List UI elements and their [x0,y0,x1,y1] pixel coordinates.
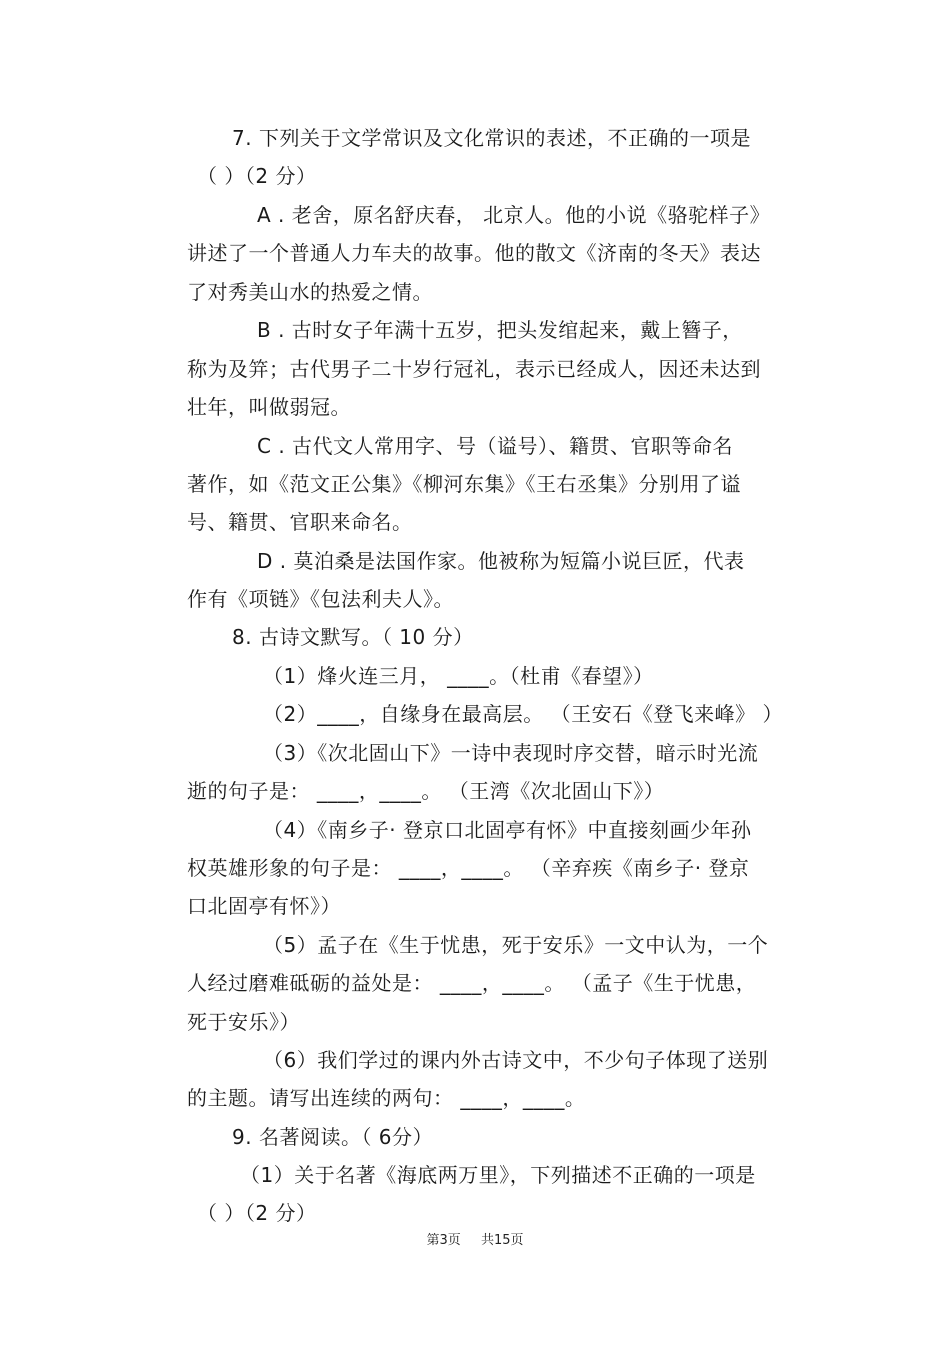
q7-option-a-line1: A . 老舍，原名舒庆春， 北京人。他的小说《骆驼样子》 [257,203,771,227]
q7-option-d-line1: D . 莫泊桑是法国作家。他被称为短篇小说巨匠，代表 [257,549,745,573]
q8-item6-line2: 的主题。请写出连续的两句： ____，____。 [187,1086,586,1110]
footer-total-pages: 共15页 [480,1233,524,1248]
q8-item4-line1: （4）《南乡子· 登京口北固亭有怀》中直接刻画少年孙 [263,818,752,842]
q7-option-b-line3: 壮年，叫做弱冠。 [187,395,351,419]
page-footer [0,1233,950,1249]
q9-stem: 9. 名著阅读。（ 6分） [232,1125,434,1149]
q7-option-c-line2: 著作，如《范文正公集》《柳河东集》《王右丞集》分别用了谥 [187,472,741,496]
q8-item3-line2: 逝的句子是： ____，____。 （王湾《次北固山下》） [187,779,665,803]
q9-item1-line2: （ ）（2 分） [197,1201,317,1225]
q8-item4-line2: 权英雄形象的句子是： ____，____。 （辛弃疾《南乡子· 登京 [187,856,750,880]
q8-item5-line3: 死于安乐》） [187,1010,300,1034]
q8-stem: 8. 古诗文默写。（ 10 分） [232,625,474,649]
q7-option-c-line1: C . 古代文人常用字、号（谥号）、籍贯、官职等命名 [257,434,734,458]
q9-item1-line1: （1）关于名著《海底两万里》，下列描述不正确的一项是 [240,1163,756,1187]
q8-item1: （1）烽火连三月， ____。（杜甫《春望》） [263,664,654,688]
q8-item6-line1: （6）我们学过的课内外古诗文中，不少句子体现了送别 [263,1048,769,1072]
footer-page-number: 第3页 [426,1233,461,1248]
q7-stem-line2: （ ）（2 分） [197,164,317,188]
q7-option-a-line3: 了对秀美山水的热爱之情。 [187,280,433,304]
q7-option-b-line2: 称为及笄；古代男子二十岁行冠礼，表示已经成人，因还未达到 [187,357,761,381]
q7-option-d-line2: 作有《项链》《包法利夫人》。 [187,587,454,611]
q7-option-c-line3: 号、籍贯、官职来命名。 [187,510,413,534]
q7-stem-line1: 7. 下列关于文学常识及文化常识的表述，不正确的一项是 [232,126,751,150]
q8-item5-line1: （5）孟子在《生于忧患，死于安乐》一文中认为，一个 [263,933,769,957]
q8-item3-line1: （3）《次北固山下》一诗中表现时序交替，暗示时光流 [263,741,759,765]
q8-item5-line2: 人经过磨难砥砺的益处是： ____，____。 （孟子《生于忧患， [187,971,757,995]
q8-item2: （2）____，自缘身在最高层。 （王安石《登飞来峰》 ） [263,702,783,726]
q7-option-a-line2: 讲述了一个普通人力车夫的故事。他的散文《济南的冬天》表达 [187,241,761,265]
q8-item4-line3: 口北固亭有怀》） [187,894,341,918]
q7-option-b-line1: B . 古时女子年满十五岁，把头发绾起来，戴上簪子， [257,318,743,342]
